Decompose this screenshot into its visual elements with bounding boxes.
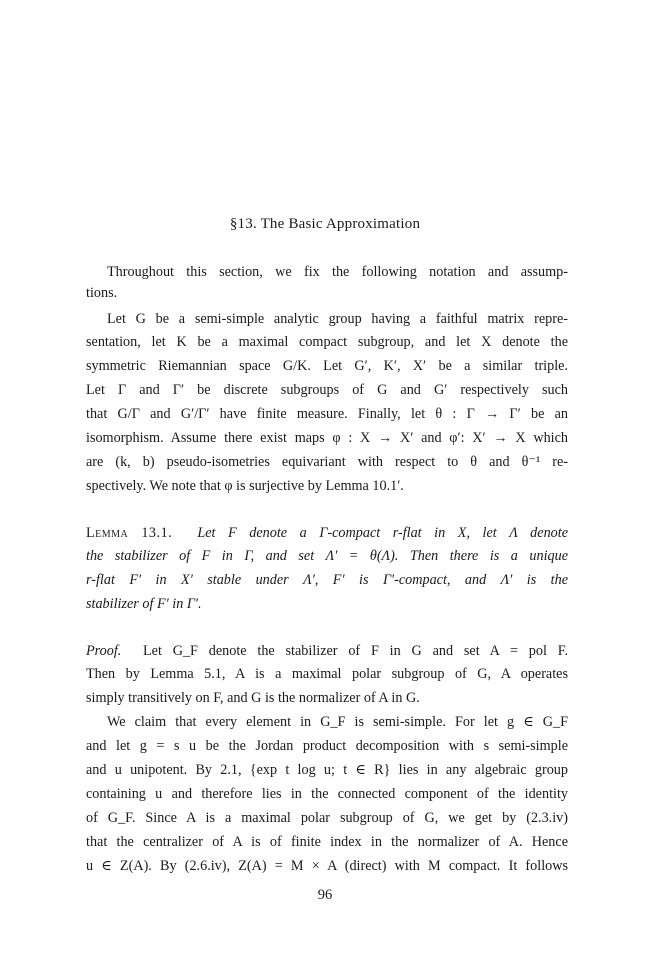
- section-heading: §13. The Basic Approximation: [229, 216, 421, 232]
- page-number: 96: [317, 887, 333, 903]
- proof-line: and let g = s u be the Jordan product decomposition with s semi-simple: [86, 738, 568, 754]
- setup-line: symmetric Riemannian space G/K. Let G′, K′, X′ be a similar triple.: [86, 358, 568, 374]
- lemma-line: stabilizer of F′ in Γ′.: [86, 596, 202, 612]
- proof-line: and u unipotent. By 2.1, {exp t log u; t ∈ R} lies in any algebraic group: [86, 762, 568, 778]
- proof-label: Proof.: [86, 643, 122, 659]
- lemma-line: r-flat F′ in X′ stable under Λ′, F′ is Γ′-compact, and Λ′ is the: [86, 572, 568, 588]
- lemma-line: Lemma 13.1. Let F denote a Γ-compact r-flat in X, let Λ denote: [86, 525, 569, 541]
- setup-line: isomorphism. Assume there exist maps φ : X → X′ and φ′: X′ → X which: [86, 430, 568, 446]
- proof-line: Then by Lemma 5.1, A is a maximal polar subgroup of G, A operates: [86, 666, 568, 682]
- proof-line: We claim that every element in G_F is semi-simple. For let g ∈ G_F: [107, 714, 568, 730]
- setup-line: Let G be a semi-simple analytic group having a faithful matrix repre-: [107, 311, 568, 327]
- intro-line: Throughout this section, we fix the following notation and assump-: [107, 264, 568, 280]
- proof-line: Proof. Let G_F denote the stabilizer of F in G and set A = pol F.: [86, 643, 568, 659]
- setup-line: that G/Γ and G′/Γ′ have finite measure. Finally, let θ : Γ → Γ′ be an: [86, 406, 568, 422]
- setup-line: Let Γ and Γ′ be discrete subgroups of G and G′ respectively such: [86, 382, 568, 398]
- setup-line: spectively. We note that φ is surjective by Lemma 10.1′.: [86, 478, 404, 494]
- lemma-label: Lemma 13.1.: [86, 525, 173, 541]
- proof-line: of G_F. Since A is a maximal polar subgroup of G, we get by (2.3.iv): [86, 810, 568, 826]
- proof-line: simply transitively on F, and G is the normalizer of A in G.: [86, 690, 420, 706]
- proof-line: u ∈ Z(A). By (2.6.iv), Z(A) = M × A (direct) with M compact. It follows: [86, 858, 568, 874]
- intro-line: tions.: [86, 285, 118, 301]
- proof-line: that the centralizer of A is of finite index in the normalizer of A. Hence: [86, 834, 568, 850]
- setup-line: are (k, b) pseudo-isometries equivariant with respect to θ and θ⁻¹ re-: [86, 454, 568, 470]
- proof-line: containing u and therefore lies in the connected component of the identity: [86, 786, 568, 802]
- lemma-line: the stabilizer of F in Γ, and set Λ′ = θ(Λ). Then there is a unique: [86, 548, 568, 564]
- setup-line: sentation, let K be a maximal compact subgroup, and let X denote the: [86, 334, 568, 350]
